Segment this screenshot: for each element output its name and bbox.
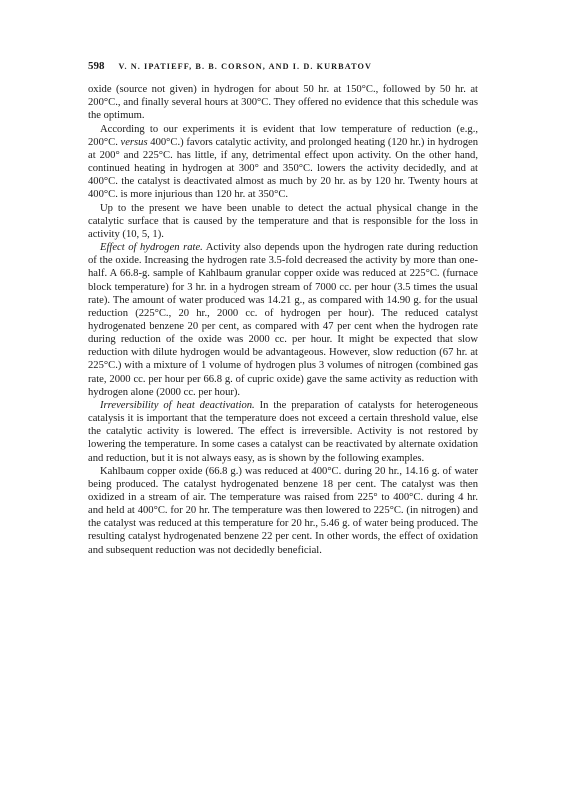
paragraph-irreversibility [88, 399, 478, 465]
paragraph-text: 400°C.) favors catalytic activity, and prolonged heating (120 hr.) in hydrogen at 200° and 225°C. has little, if any, detrimental effect upon activity. On the other hand, continued heating in hydrogen at 300° and 350°C. lowers the activity decidedly, and at 400°C. the catalyst is deactivated almost as much by 20 hr. as by 120 hr. Twenty hours at 400°C. is more injurious than 120 hr. at 350°C. [88, 136, 478, 201]
page-header [88, 60, 478, 73]
versus-emphasis: versus [120, 136, 148, 148]
page-number: 598 [88, 60, 105, 72]
paragraph-physical-change: Up to the present we have been unable to detect the actual physical change in the catalytic surface that is caused by the temperature and that is responsible for the loss in activity (10, 5, 1). [88, 202, 478, 240]
section-title-irreversibility: Irreversibility of heat deactivation. [100, 399, 255, 411]
paragraph-text: In the preparation of catalysts for heterogeneous catalysis it is important that the temperature does not exceed a certain threshold value, else the catalytic activity is lowered. The effect is irreversible. Activity is not restored by lowering the temperature. In some cases a catalyst can be reactivated by alternate oxidation and reduction, but it is not always easy, as is shown by the following examples. [88, 399, 478, 464]
paragraph-hydrogen-rate [88, 241, 478, 399]
paragraph-kahlbaum-example: Kahlbaum copper oxide (66.8 g.) was reduced at 400°C. during 20 hr., 14.16 g. of water being produced. The catalyst hydrogenated benzene 18 per cent. The catalyst was then oxidized in a stream of air. The temperature was raised from 225° to 400°C. during 4 hr. and held at 400°C. for 20 hr. The temperature was then lowered to 225°C. (in nitrogen) and the catalyst was reduced at this temperature for 20 hr., 5.46 g. of water being produced. The resulting catalyst hydrogenated benzene 22 per cent. In other words, the effect of oxidation and subsequent reduction was not decidedly beneficial. [88, 465, 478, 556]
document-page [88, 60, 478, 557]
paragraph-reduction-temperature [88, 123, 478, 202]
paragraph-continuation: oxide (source not given) in hydrogen for about 50 hr. at 150°C., followed by 50 hr. at 200°C., and finally several hours at 300°C. They offered no evidence that this schedule was the optimum. [88, 84, 478, 122]
paragraph-text: Activity also depends upon the hydrogen rate during reduction of the oxide. Increasing the hydrogen rate 3.5-fold decreased the activity by more than one-half. A 66.8-g. sample of Kahlbaum granular copper oxide was reduced at 225°C. (furnace block temperature) for 3 hr. in a hydrogen stream of 7000 cc. per hour (3.5 times the usual rate). The amount of water produced was 14.21 g., as compared with 14.90 g. for the usual reduction (225°C., 20 hr., 2000 cc. of hydrogen per hour). The reduced catalyst hydrogenated benzene 20 per cent, as compared with 47 per cent when the hydrogen rate during reduction of the oxide was 2000 cc. per hour. It might be expected that slow reduction with dilute hydrogen would be advantageous. However, slow reduction (67 hr. at 225°C.) with a mixture of 1 volume of hydrogen plus 3 volumes of nitrogen (combined gas rate, 2000 cc. per hour per 66.8 g. of cupric oxide) gave the same activity as reduction with hydrogen alone (2000 cc. per hour). [88, 242, 478, 398]
paragraph-text: According to our experiments it is evident that low temperature of reduction (e.g., 200°C. [88, 123, 478, 148]
running-head-authors: V. N. IPATIEFF, B. B. CORSON, AND I. D. KURBATOV [118, 62, 372, 71]
section-title-hydrogen-rate: Effect of hydrogen rate. [100, 242, 203, 254]
